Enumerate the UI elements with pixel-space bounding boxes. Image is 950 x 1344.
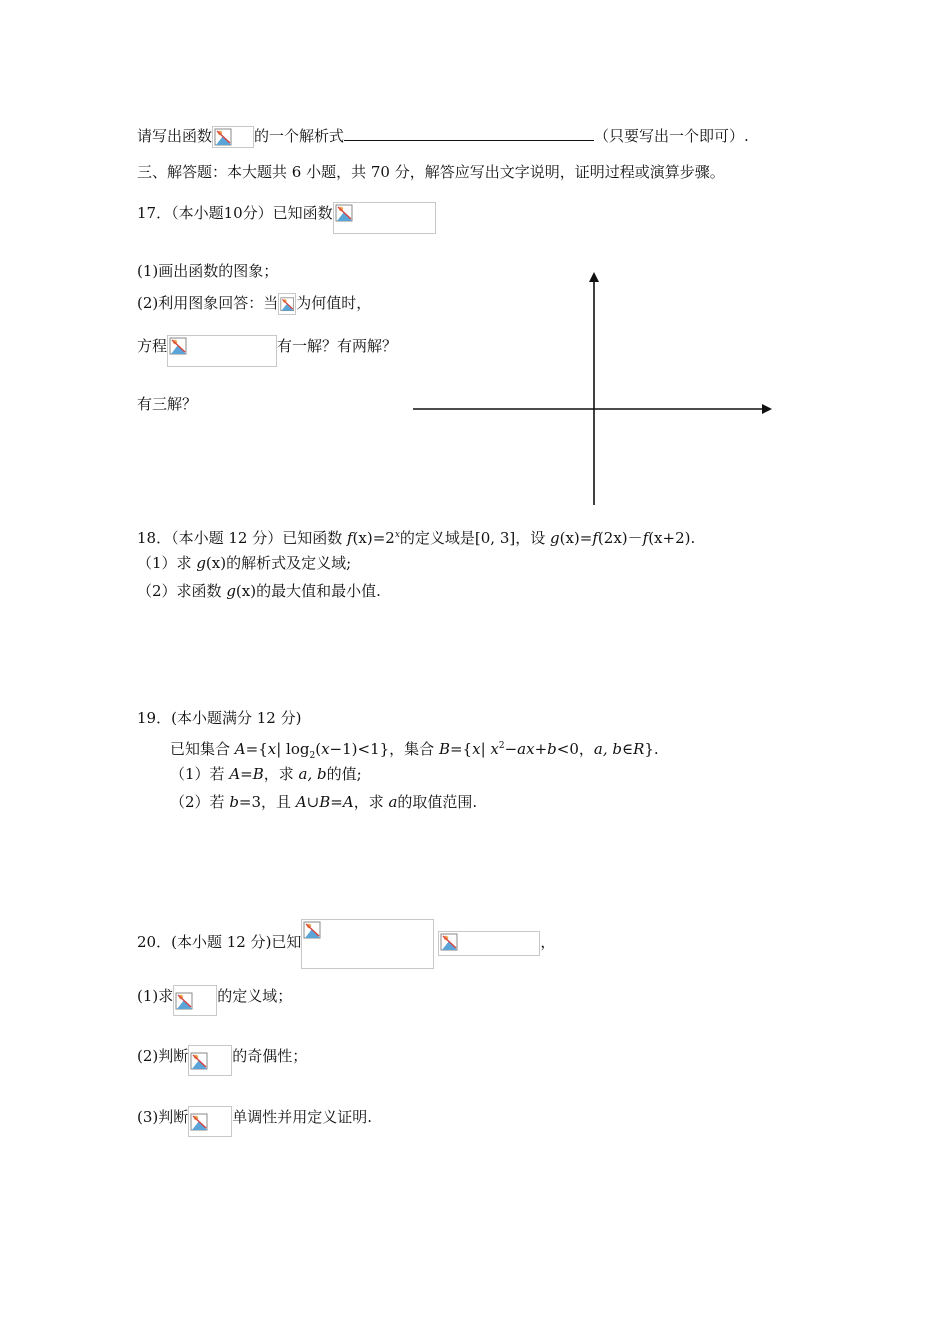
broken-image-icon — [214, 128, 234, 148]
q17-part3: 方程 有一解？有两解？ — [137, 335, 397, 367]
q18-part1: （1）求 g(x)的解析式及定义域; — [137, 554, 352, 572]
coordinate-axes — [410, 268, 790, 518]
q17-heading: 17．（本小题10分）已知函数 — [137, 202, 436, 234]
broken-image-icon — [175, 992, 195, 1012]
q20-part3: (3)判断 单调性并用定义证明. — [137, 1106, 372, 1137]
broken-image-icon — [440, 933, 460, 953]
formula-image — [438, 931, 540, 956]
formula-image — [167, 335, 277, 367]
q19-part1: （1）若 A=B，求 a, b的值; — [170, 765, 362, 783]
q20-part2: (2)判断 的奇偶性； — [137, 1045, 307, 1076]
q19-statement: 已知集合 A={x| $\log_2(x-1)<1$}，集合 B={x| $x^2-ax+b<0$，a, b∈R}. — [170, 740, 659, 761]
q17-part4: 有三解？ — [137, 395, 198, 413]
q19-part2: （2）若 b=3，且 A∪B=A，求 a的取值范围. — [170, 793, 478, 811]
broken-image-icon — [335, 204, 355, 224]
q20-heading: 20．(本小题 12 分)已知 ， — [137, 919, 555, 969]
broken-image-icon — [303, 921, 323, 941]
broken-image-icon — [280, 295, 296, 315]
q19-heading: 19．(本小题满分 12 分) — [137, 709, 302, 727]
formula-image — [212, 126, 254, 148]
x-axis-arrow — [762, 404, 772, 414]
broken-image-icon — [190, 1052, 210, 1072]
q17-part1: (1)画出函数的图象； — [137, 262, 279, 280]
formula-image — [278, 293, 296, 315]
formula-image — [333, 202, 436, 234]
broken-image-icon — [169, 337, 189, 357]
formula-image — [301, 919, 434, 969]
formula-image — [188, 1106, 232, 1137]
fill-blank-line: 请写出函数 的一个解析式 （只要写出一个即可）. — [137, 125, 749, 148]
section3-heading: 三、解答题：本大题共 6 小题，共 70 分，解答应写出文字说明，证明过程或演算步骤。 — [137, 163, 725, 181]
broken-image-icon — [190, 1113, 210, 1133]
q18-part2: （2）求函数 g(x)的最大值和最小值. — [137, 582, 381, 600]
y-axis-arrow — [589, 272, 599, 282]
answer-blank[interactable] — [344, 140, 594, 141]
q20-part1: (1)求 的定义域； — [137, 985, 292, 1016]
formula-image — [173, 985, 217, 1016]
formula-image — [188, 1045, 232, 1076]
q18-heading: 18．（本小题 12 分）已知函数 $f(x)=2^x$的定义域是[0, 3]，设 g(x)=f(2x)－f(x+2). — [137, 529, 696, 547]
q17-part2: (2)利用图象回答：当 为何值时， — [137, 292, 371, 315]
